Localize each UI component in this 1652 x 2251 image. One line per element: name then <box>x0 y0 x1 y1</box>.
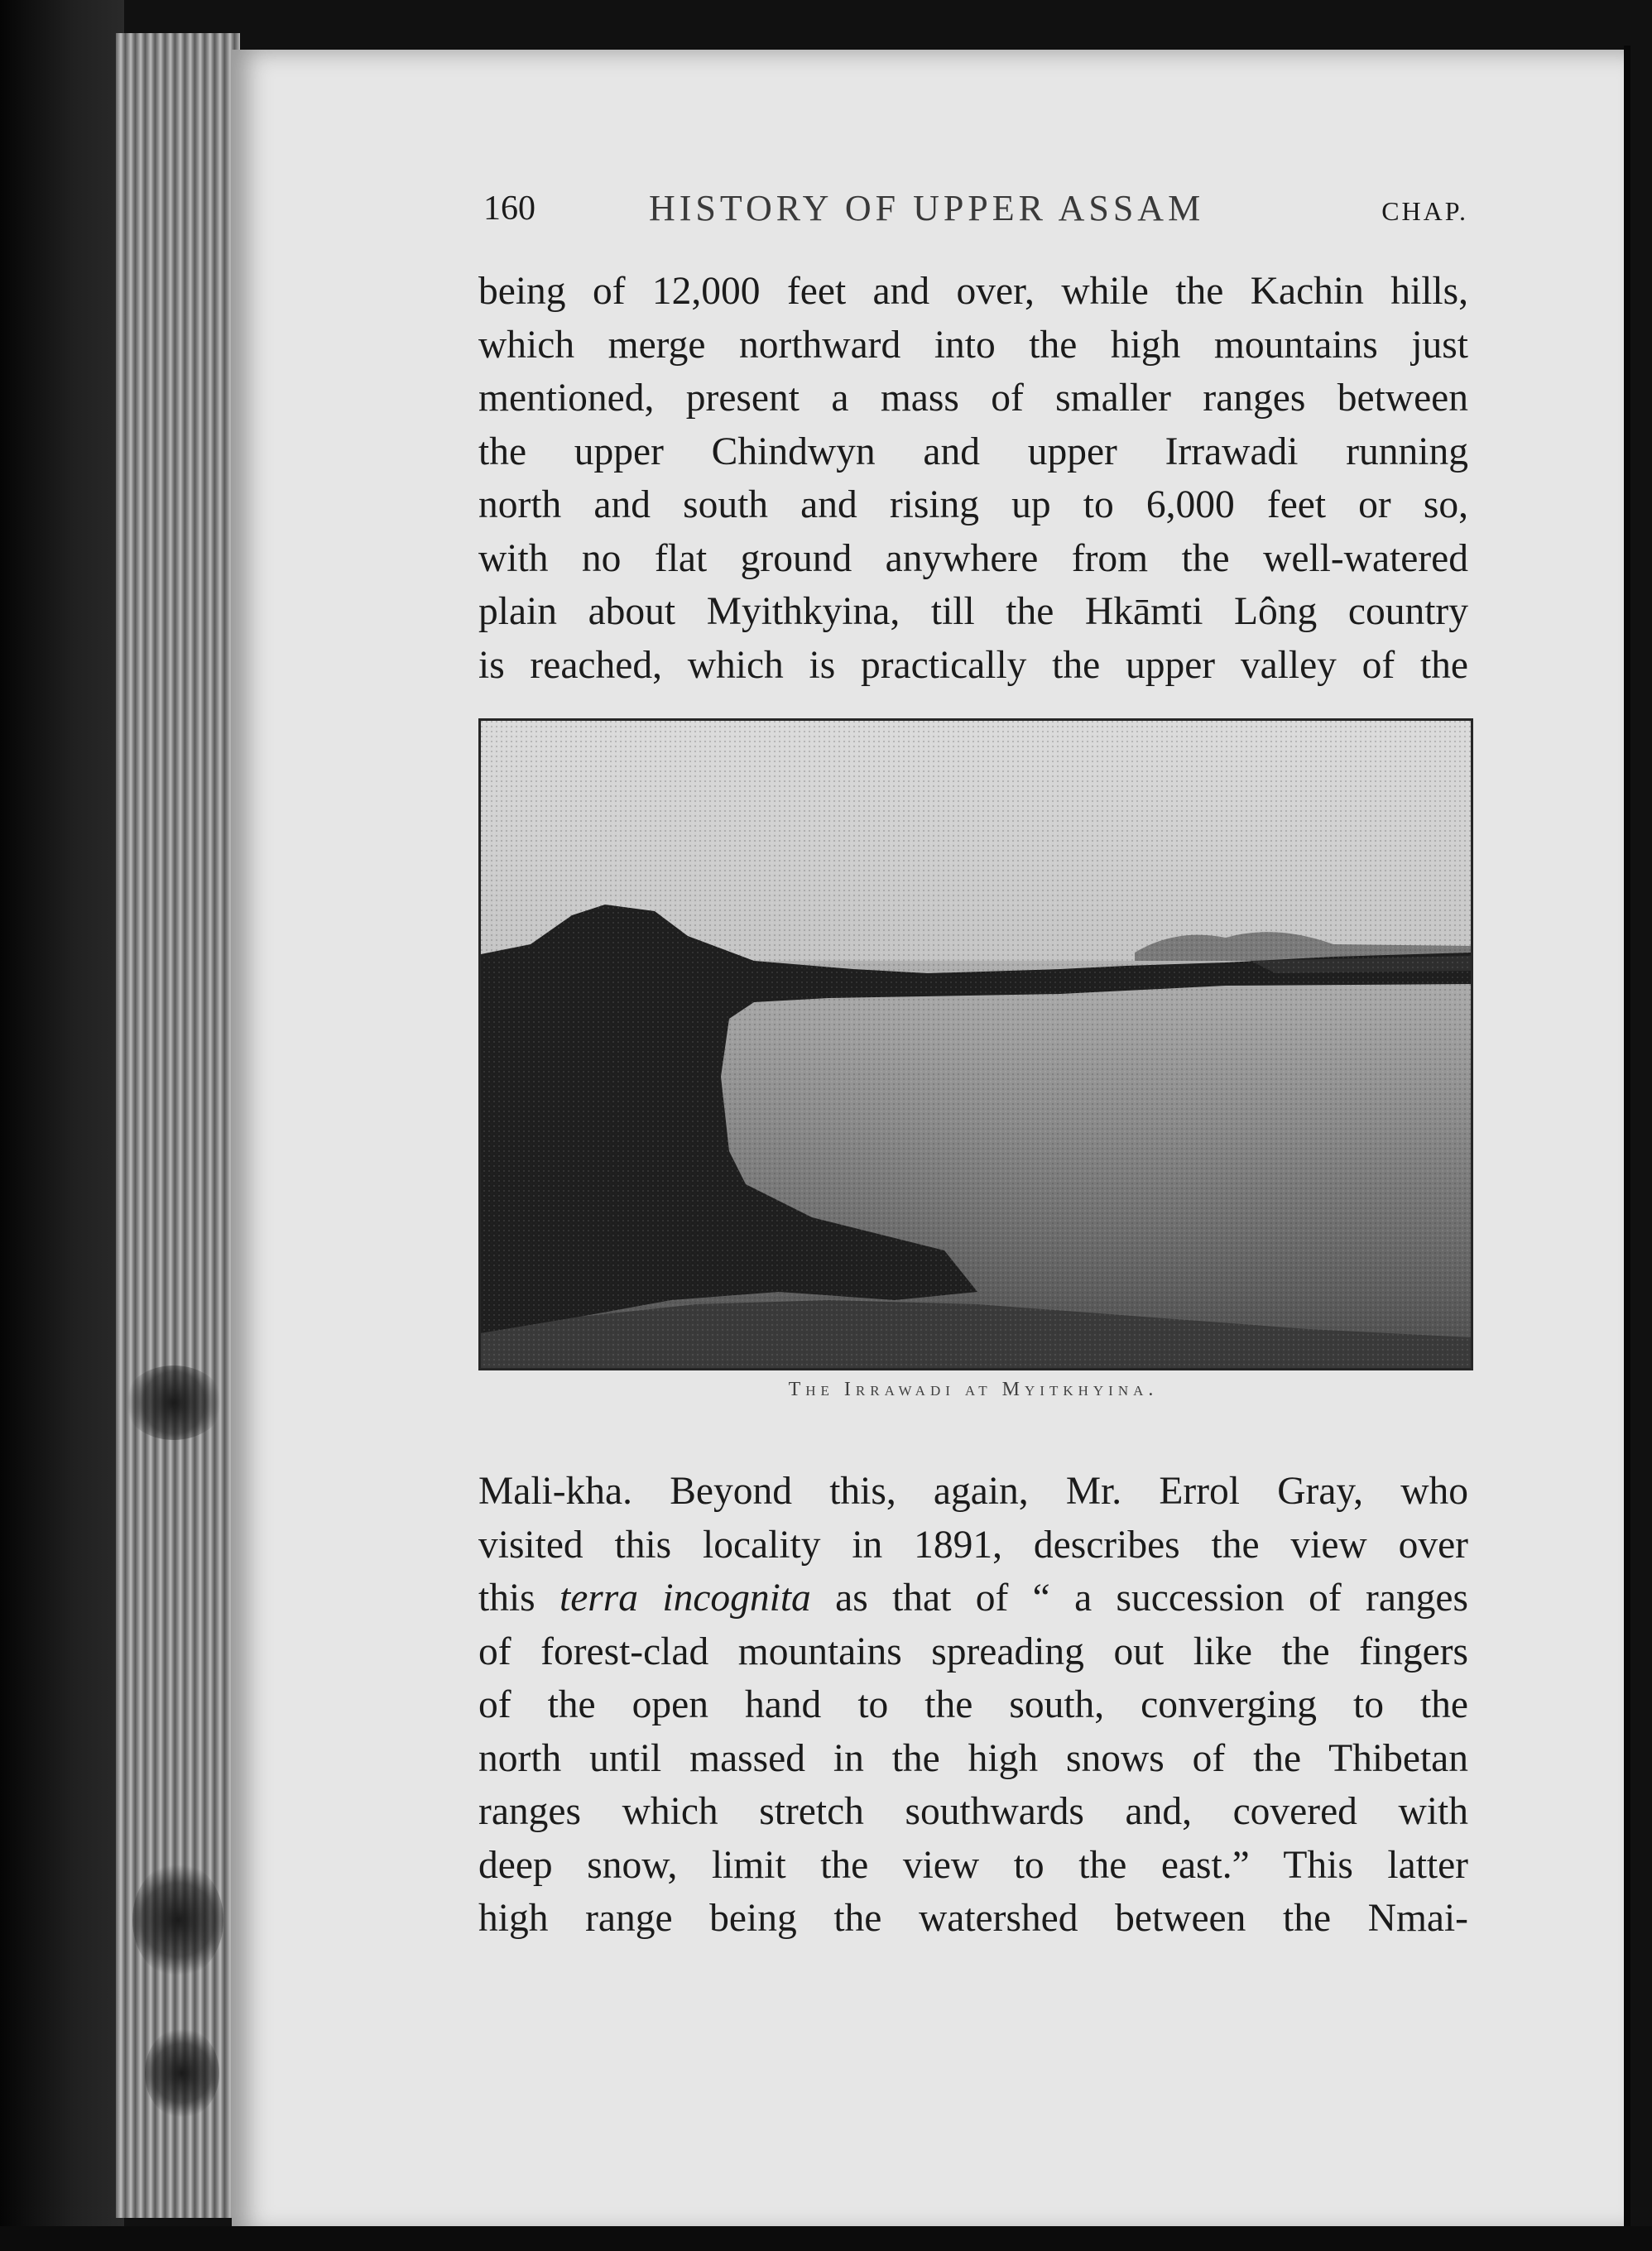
text-line: north and south and rising up to 6,000 feet or so, <box>478 483 1468 526</box>
text-run: of forest-clad mountains spreading out like the fingers <box>478 1629 1468 1673</box>
text-run: visited this locality in 1891, describes the view over <box>478 1523 1468 1567</box>
scan-bottom-shadow <box>0 2226 1652 2251</box>
text-run: ranges which stretch southwards and, covered with <box>478 1790 1468 1833</box>
river-photograph-image <box>481 721 1471 1368</box>
river-photograph <box>478 718 1473 1370</box>
text-run: of the open hand to the south, converging to the <box>478 1683 1468 1726</box>
body-paragraph-bottom <box>478 1465 1468 1946</box>
page-gutter-edge <box>1624 46 1630 2247</box>
text-line: mentioned, present a mass of smaller ranges between <box>478 377 1468 420</box>
text-line: being of 12,000 feet and over, while the Kachin hills, <box>478 270 1468 313</box>
text-line <box>478 1625 1468 1679</box>
edge-stain <box>145 2028 219 2119</box>
text-run: north until massed in the high snows of the Thibetan <box>478 1736 1468 1780</box>
text-run: this <box>478 1577 559 1620</box>
page-number: 160 <box>483 190 535 228</box>
running-header <box>483 184 1468 233</box>
chapter-label: CHAP. <box>1381 196 1468 226</box>
text-line <box>478 1678 1468 1732</box>
text-line: the upper Chindwyn and upper Irrawadi running <box>478 430 1468 473</box>
text-line: which merge northward into the high mountains just <box>478 323 1468 367</box>
text-line <box>478 1785 1468 1839</box>
running-title: HISTORY OF UPPER ASSAM <box>649 188 1205 228</box>
text-line: is reached, which is practically the upper valley of the <box>478 643 1468 687</box>
text-line <box>478 1892 1468 1946</box>
text-line <box>478 1572 1468 1625</box>
text-line <box>478 1839 1468 1893</box>
photo-grain <box>481 721 1471 1368</box>
figure-caption: The Irrawadi at Myitkhyina. <box>788 1379 1159 1400</box>
text-line <box>478 1519 1468 1572</box>
scan-left-shadow <box>0 0 124 2251</box>
text-run: Mali-kha. Beyond this, again, Mr. Errol Gray, who <box>478 1470 1468 1513</box>
text-line <box>478 1465 1468 1519</box>
text-run: as that of “ a succession of ranges <box>810 1577 1468 1620</box>
edge-stain <box>132 1862 223 1978</box>
edge-stain <box>124 1365 223 1440</box>
italic-phrase: terra incognita <box>559 1577 811 1620</box>
text-line: with no flat ground anywhere from the well-watered <box>478 536 1468 580</box>
text-run: high range being the watershed between the Nmai- <box>478 1897 1468 1940</box>
body-paragraph-top <box>478 265 1468 692</box>
text-run: deep snow, limit the view to the east.” This latter <box>478 1843 1468 1887</box>
text-line: plain about Myithkyina, till the Hkāmti Lông country <box>478 590 1468 633</box>
text-line <box>478 1732 1468 1786</box>
